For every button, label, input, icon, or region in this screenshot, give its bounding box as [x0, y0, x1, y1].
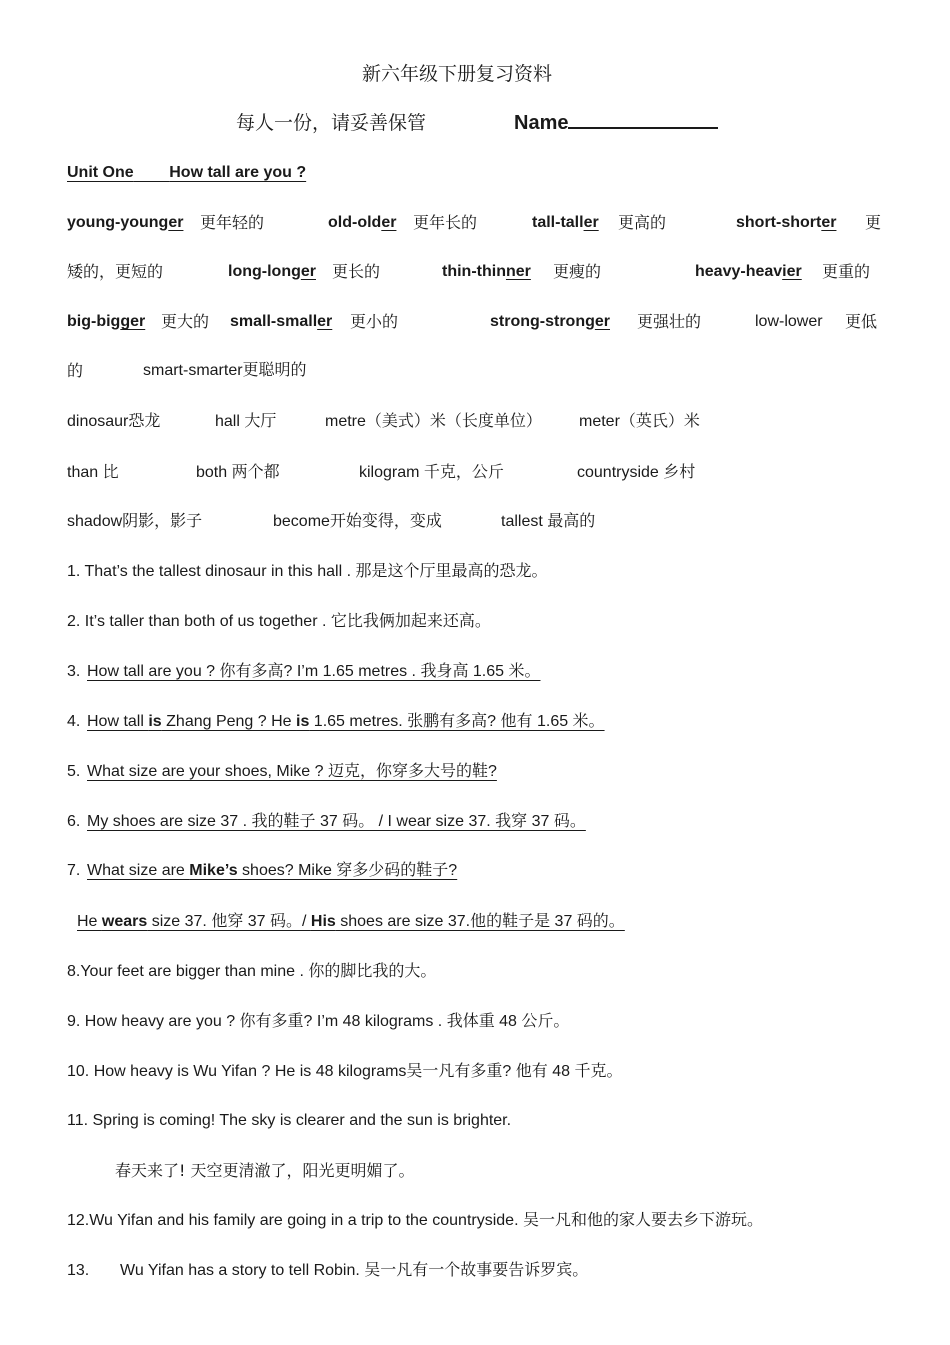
vocab-word: long-longer: [228, 263, 316, 280]
vocab-word: short-shorter: [736, 214, 837, 231]
vocab-entry: dinosaur恐龙: [67, 413, 161, 430]
vocab-meaning: 的: [67, 361, 84, 380]
vocab-word: strong-stronger: [490, 313, 610, 330]
sentence-6: [0, 808, 950, 836]
vocab-entry: kilogram 千克，公斤: [359, 464, 504, 481]
sentence-1: [0, 558, 950, 586]
vocab-meaning: 更: [865, 213, 882, 232]
sentence-text: 8.Your feet are bigger than mine . 你的脚比我的大。: [67, 963, 437, 980]
sentence-text: He wears size 37. 他穿 37 码。/ His shoes are size 37.他的鞋子是 37 码的。: [77, 913, 625, 930]
sentence-10: [0, 1058, 950, 1086]
vocab-word: big-bigger: [67, 313, 146, 330]
vocab-meaning: 更大的: [161, 312, 210, 331]
unit-heading: [0, 159, 950, 187]
sentence-text: 春天来了! 天空更清澈了，阳光更明媚了。: [115, 1161, 415, 1180]
sentence-number: 5.: [67, 763, 81, 780]
sentence-11: [0, 1107, 950, 1135]
vocab-entry: hall 大厅: [215, 413, 277, 430]
sentence-number: 7.: [67, 862, 81, 879]
vocab-row-6: [0, 459, 950, 487]
vocab-meaning: 更年轻的: [200, 213, 265, 232]
vocab-word: tall-taller: [532, 214, 599, 231]
vocab-word: low-lower: [755, 313, 823, 330]
vocab-word: thin-thinner: [442, 263, 531, 280]
unit-heading-text: Unit One How tall are you ?: [67, 164, 307, 181]
vocab-meaning: 更年长的: [413, 213, 478, 232]
name-label: Name: [514, 109, 718, 137]
vocab-word: heavy-heavier: [695, 263, 802, 280]
sentence-text: What size are your shoes, Mike ? 迈克，你穿多大号的鞋?: [87, 763, 497, 780]
sentence-text: 1. That’s the tallest dinosaur in this hall . 那是这个厅里最高的恐龙。: [67, 563, 548, 580]
sentence-13: [0, 1257, 950, 1285]
sentence-11-translation: [0, 1157, 950, 1185]
vocab-entry: countryside 乡村: [577, 464, 696, 481]
vocab-entry: metre（美式）米（长度单位）: [325, 413, 542, 430]
sentence-9: [0, 1008, 950, 1036]
vocab-row-4: [0, 357, 950, 385]
vocab-meaning: 更低: [845, 312, 878, 331]
title-text: 新六年级下册复习资料: [362, 63, 553, 85]
sentence-text: 10. How heavy is Wu Yifan ? He is 48 kilograms吴一凡有多重? 他有 48 千克。: [67, 1063, 623, 1080]
vocab-entry: tallest 最高的: [501, 513, 596, 530]
sentence-2: [0, 608, 950, 636]
sentence-number: 13.: [67, 1262, 90, 1279]
subtitle-text: 每人一份，请妥善保管: [236, 112, 427, 134]
sentence-12: [0, 1207, 950, 1235]
sentence-text: How tall is Zhang Peng ? He is 1.65 metres. 张鹏有多高? 他有 1.65 米。: [87, 713, 605, 730]
vocab-meaning: 更高的: [618, 213, 667, 232]
vocab-word: small-smaller: [230, 313, 333, 330]
vocab-row-7: [0, 508, 950, 536]
vocab-meaning: 更重的: [822, 262, 871, 281]
sentence-text: 11. Spring is coming! The sky is clearer and the sun is brighter.: [67, 1112, 512, 1129]
sentence-text: Wu Yifan has a story to tell Robin. 吴一凡有一个故事要告诉罗宾。: [120, 1262, 589, 1279]
vocab-word: young-younger: [67, 214, 184, 231]
vocab-entry: both 两个都: [196, 464, 280, 481]
vocab-meaning: 更强壮的: [637, 312, 702, 331]
document-title: [0, 60, 950, 88]
sentence-number: 6.: [67, 813, 81, 830]
sentence-text: 12.Wu Yifan and his family are going in a trip to the countryside. 吴一凡和他的家人要去乡下游玩。: [67, 1212, 763, 1229]
vocab-row-5: [0, 408, 950, 436]
sentence-text: How tall are you ? 你有多高? I’m 1.65 metres . 我身高 1.65 米。: [87, 663, 541, 680]
vocab-row-2: [0, 258, 950, 286]
sentence-text: What size are Mike’s shoes? Mike 穿多少码的鞋子?: [87, 862, 458, 879]
vocab-word: old-older: [328, 214, 397, 231]
vocab-meaning: 更长的: [332, 262, 381, 281]
sentence-8: [0, 958, 950, 986]
vocab-meaning: 更瘦的: [553, 262, 602, 281]
vocab-entry: smart-smarter更聪明的: [143, 362, 307, 379]
vocab-row-1: [0, 209, 950, 237]
vocab-entry: become开始变得，变成: [273, 513, 442, 530]
sentence-text: 2. It’s taller than both of us together . 它比我俩加起来还高。: [67, 613, 491, 630]
name-blank: [568, 111, 718, 129]
sentence-7: [0, 857, 950, 885]
sentence-7-answer: [0, 908, 950, 936]
sentence-text: 9. How heavy are you ? 你有多重? I’m 48 kilograms . 我体重 48 公斤。: [67, 1013, 570, 1030]
sentence-4: [0, 708, 950, 736]
vocab-row-3: [0, 308, 950, 336]
subtitle-row: [0, 109, 950, 137]
sentence-text: My shoes are size 37 . 我的鞋子 37 码。 / I wear size 37. 我穿 37 码。: [87, 813, 586, 830]
sentence-5: [0, 758, 950, 786]
sentence-number: 4.: [67, 713, 81, 730]
vocab-entry: than 比: [67, 464, 119, 481]
sentence-3: [0, 658, 950, 686]
vocab-meaning: 更小的: [350, 312, 399, 331]
vocab-entry: meter（英氏）米: [579, 413, 700, 430]
vocab-meaning: 矮的，更短的: [67, 262, 164, 281]
vocab-entry: shadow阴影，影子: [67, 513, 203, 530]
sentence-number: 3.: [67, 663, 81, 680]
